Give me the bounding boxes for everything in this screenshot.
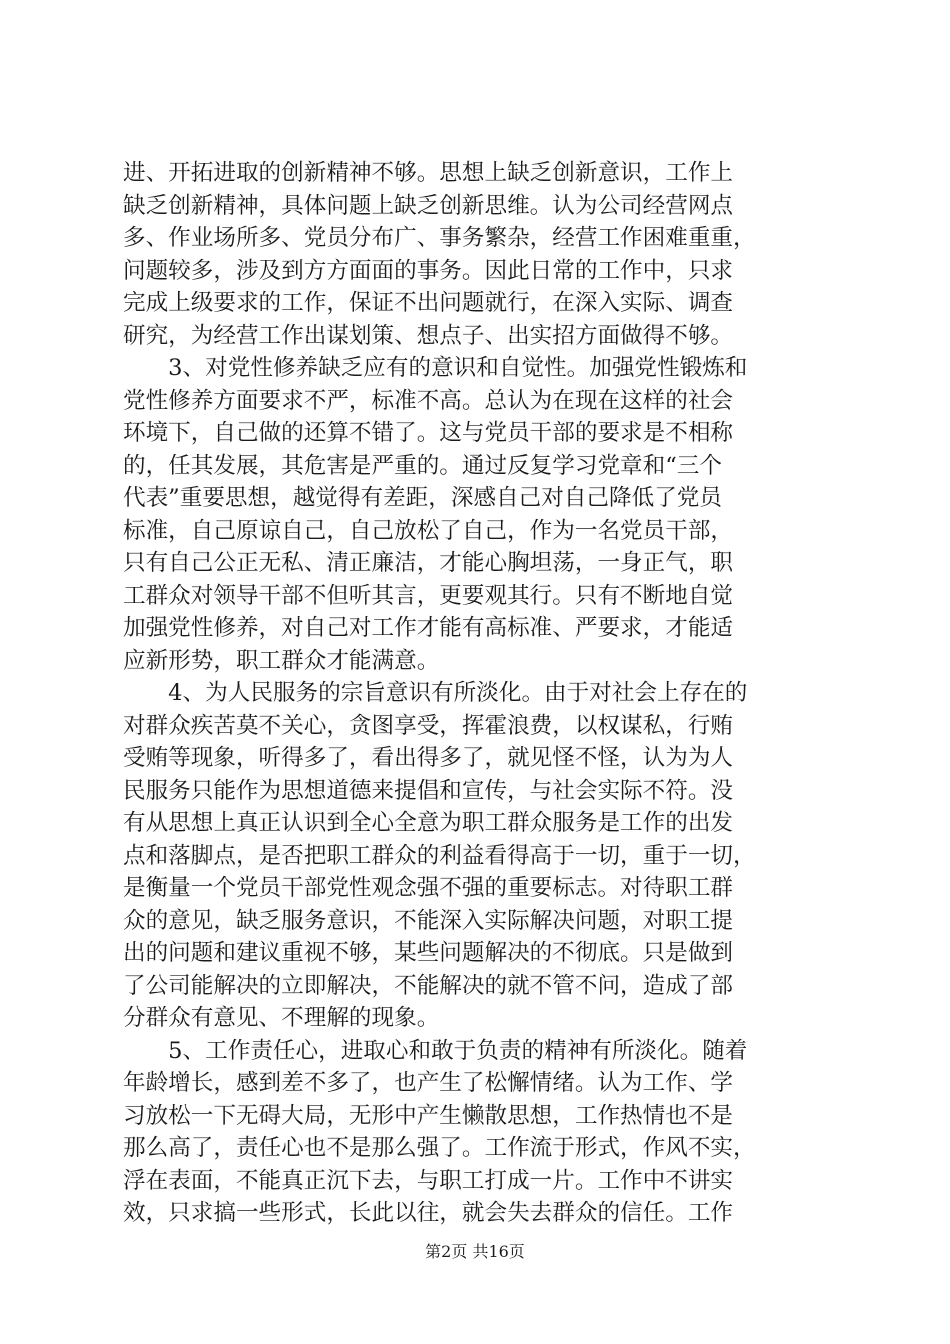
text-line: 应新形势，职工群众才能满意。 (123, 647, 440, 674)
text-line: 点和落脚点，是否把职工群众的利益看得高于一切，重于一切， (123, 842, 756, 869)
text-line: 那么高了，责任心也不是那么强了。工作流于形式，作风不实， (123, 1135, 756, 1161)
page-number-footer: 第2页 共16页 (425, 1242, 525, 1261)
text-line: 年龄增长，感到差不多了，也产生了松懈情绪。认为工作、学 (123, 1070, 734, 1096)
text-line: 分群众有意见、不理解的现象。 (123, 1005, 440, 1031)
text-line: 5、工作责任心，进取心和敢于负责的精神有所淡化。随着 (123, 1037, 748, 1064)
text-line: 完成上级要求的工作，保证不出问题就行，在深入实际、调查 (123, 290, 734, 316)
text-line: 对群众疾苦莫不关心，贪图享受，挥霍浪费，以权谋私，行贿 (123, 712, 734, 739)
text-line: 只有自己公正无私、清正廉洁，才能心胸坦荡，一身正气，职 (123, 550, 734, 576)
text-line: 浮在表面，不能真正沉下去，与职工打成一片。工作中不讲实 (123, 1167, 734, 1194)
text-line: 有从思想上真正认识到全心全意为职工群众服务是工作的出发 (123, 810, 734, 836)
text-line: 环境下，自己做的还算不错了。这与党员干部的要求是不相称 (123, 420, 734, 446)
text-line: 党性修养方面要求不严，标准不高。总认为在现在这样的社会 (123, 387, 734, 414)
text-line: 进、开拓进取的创新精神不够。思想上缺乏创新意识，工作上 (123, 160, 734, 186)
text-line: 效，只求搞一些形式，长此以往，就会失去群众的信任。工作 (123, 1200, 734, 1226)
text-line: 的，任其发展，其危害是严重的。通过反复学习党章和“三个 (123, 452, 722, 479)
text-line: 缺乏创新精神，具体问题上缺乏创新思维。认为公司经营网点 (123, 192, 734, 219)
text-line: 问题较多，涉及到方方面面的事务。因此日常的工作中，只求 (123, 257, 734, 284)
text-line: 4、为人民服务的宗旨意识有所淡化。由于对社会上存在的 (123, 680, 748, 706)
text-line: 出的问题和建议重视不够，某些问题解决的不彻底。只是做到 (123, 940, 734, 966)
text-line: 习放松一下无碍大局，无形中产生懒散思想，工作热情也不是 (123, 1102, 734, 1129)
text-line: 研究，为经营工作出谋划策、想点子、出实招方面做得不够。 (123, 322, 734, 349)
text-line: 受贿等现象，听得多了，看出得多了，就见怪不怪，认为为人 (123, 745, 734, 771)
text-line: 标准，自己原谅自己，自己放松了自己，作为一名党员干部， (123, 517, 734, 544)
text-line: 代表”重要思想，越觉得有差距，深感自己对自己降低了党员 (123, 485, 722, 511)
text-line: 是衡量一个党员干部党性观念强不强的重要标志。对待职工群 (123, 875, 734, 901)
text-line: 了公司能解决的立即解决，不能解决的就不管不问，造成了部 (123, 972, 734, 999)
text-line: 工群众对领导干部不但听其言，更要观其行。只有不断地自觉 (123, 582, 734, 609)
text-line: 多、作业场所多、党员分布广、事务繁杂，经营工作困难重重， (123, 225, 756, 251)
text-line: 3、对党性修养缺乏应有的意识和自觉性。加强党性锻炼和 (123, 355, 748, 381)
text-line: 民服务只能作为思想道德来提倡和宣传，与社会实际不符。没 (123, 777, 734, 804)
document-body (123, 157, 833, 1230)
text-line: 众的意见，缺乏服务意识，不能深入实际解决问题，对职工提 (123, 907, 734, 934)
text-line: 加强党性修养，对自己对工作才能有高标准、严要求，才能适 (123, 615, 734, 641)
